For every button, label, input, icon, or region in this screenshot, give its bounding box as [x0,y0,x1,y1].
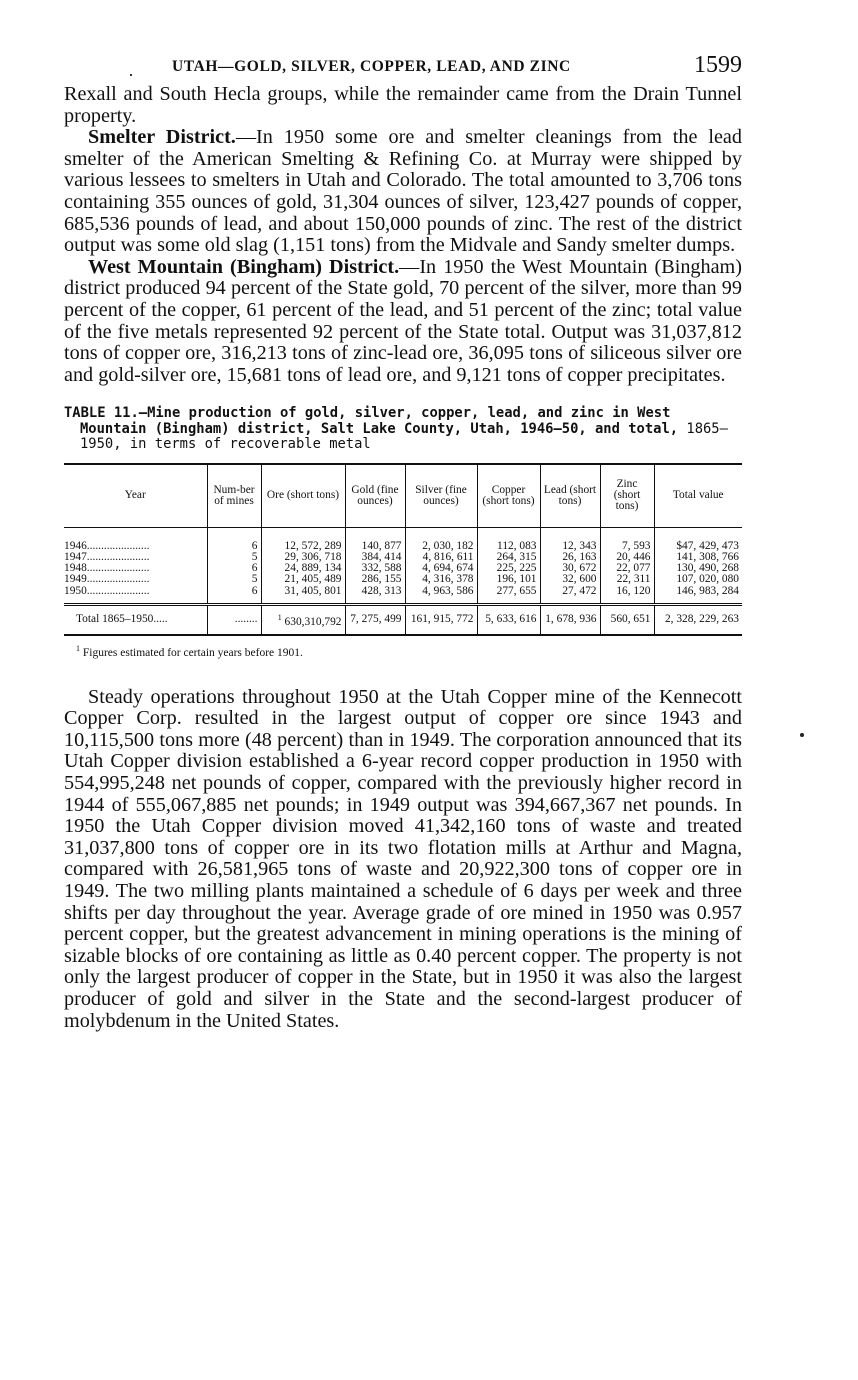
cell-silver: 2, 030, 182 [405,527,477,552]
cell-total-silver: 161, 915, 772 [405,604,477,635]
total-ore-value: 630,310,792 [284,615,342,628]
total-label: Total 1865–1950 [76,613,154,626]
cell-zinc: 20, 446 [600,552,654,563]
cell-copper: 277, 655 [477,586,540,605]
cell-value: 130, 490, 268 [654,563,742,574]
cell-value: 141, 308, 766 [654,552,742,563]
cell-ore: 29, 306, 718 [261,552,345,563]
cell-total-mines: ........ [207,604,261,635]
paragraph-continuation: Rexall and South Hecla groups, while the remainder came from the Drain Tunnel property. [64,83,742,127]
year-label: 1948 [64,562,87,575]
production-table [64,463,742,636]
footnote-marker: 1 [76,643,80,653]
cell-mines: 5 [207,574,261,585]
table-row [64,574,742,585]
cell-year: 1946...................... [64,539,150,552]
table-header-row [64,464,742,528]
cell-total-lead: 1, 678, 936 [540,604,600,635]
table-footnote [64,644,742,659]
cell-silver: 4, 816, 611 [405,552,477,563]
paragraph-smelter-district [64,127,742,257]
header-zinc: Zinc (short tons) [600,464,654,528]
cell-copper: 264, 315 [477,552,540,563]
cell-gold: 384, 414 [345,552,405,563]
cell-lead: 26, 163 [540,552,600,563]
cell-ore: 24, 889, 134 [261,563,345,574]
header-silver: Silver (fine ounces) [405,464,477,528]
paragraph-west-mountain [64,257,742,387]
smelter-district-heading: Smelter District. [88,126,236,149]
cell-lead: 12, 343 [540,527,600,552]
cell-total-value: 2, 328, 229, 263 [654,604,742,635]
cell-copper: 196, 101 [477,574,540,585]
header-lead: Lead (short tons) [540,464,600,528]
document-page [64,52,742,1032]
cell-mines: 6 [207,586,261,605]
cell-value: $47, 429, 473 [654,527,742,552]
cell-mines: 6 [207,563,261,574]
running-title: UTAH—GOLD, SILVER, COPPER, LEAD, AND ZINC [172,58,571,75]
cell-copper: 225, 225 [477,563,540,574]
cell-total-copper: 5, 633, 616 [477,604,540,635]
running-head [64,52,742,84]
cell-total-ore [261,604,345,635]
cell-gold: 332, 588 [345,563,405,574]
header-year: Year [64,464,207,528]
margin-mark [800,733,804,737]
cell-zinc: 7, 593 [600,527,654,552]
cell-zinc: 16, 120 [600,586,654,605]
table-caption-title: TABLE 11.—Mine production of gold, silver, copper, lead, and zinc in West Mountain (Bingham) district, Salt Lake County, Utah, 1946–50, and total, [64,405,679,437]
header-ore: Ore (short tons) [261,464,345,528]
cell-year: 1948...................... [64,562,150,575]
header-mines: Num-ber of mines [207,464,261,528]
cell-ore: 12, 572, 289 [261,527,345,552]
cell-ore: 31, 405, 801 [261,586,345,605]
header-copper: Copper (short tons) [477,464,540,528]
footnote-text: Figures estimated for certain years before 1901. [82,646,303,659]
cell-silver: 4, 694, 674 [405,563,477,574]
cell-total-gold: 7, 275, 499 [345,604,405,635]
cell-zinc: 22, 077 [600,563,654,574]
cell-ore: 21, 405, 489 [261,574,345,585]
smelter-district-text: —In 1950 some ore and smelter cleanings from the lead smelter of the American Smelting & Refining Co. at Murray were shipped by various lessees to smelters in Utah and Colorado. The total amounted to 3,706 tons containing 355 ounces of gold, 31,304 ounces of silver, 123,427 pounds of copper, 685,536 pounds of lead, and about 150,000 pounds of zinc. The rest of the district output was some old slag (1,151 tons) from the Midvale and Sandy smelter dumps. [64,126,742,257]
year-label: 1947 [64,551,87,564]
cell-copper: 112, 083 [477,527,540,552]
year-label: 1946 [64,539,87,552]
cell-total-zinc: 560, 651 [600,604,654,635]
table-row [64,586,742,605]
cell-zinc: 22, 311 [600,574,654,585]
header-total-value: Total value [654,464,742,528]
year-label: 1950 [64,584,87,597]
cell-gold: 428, 313 [345,586,405,605]
west-mountain-text: —In 1950 the West Mountain (Bingham) district produced 94 percent of the State gold, 70 percent of the silver, more than 99 percent of the copper, 61 percent of the lead, and 51 percent of the zinc; total value of the five metals represented 92 percent of the State total. Output was 31,037,812 tons of copper ore, 316,213 tons of zinc-lead ore, 36,095 tons of siliceous silver ore and gold-silver ore, 15,681 tons of lead ore, and 9,121 tons of copper precipitates. [64,255,742,386]
cell-lead: 30, 672 [540,563,600,574]
west-mountain-heading: West Mountain (Bingham) District. [88,255,400,278]
year-label: 1949 [64,573,87,586]
cell-lead: 32, 600 [540,574,600,585]
page-number: 1599 [694,52,742,78]
cell-silver: 4, 963, 586 [405,586,477,605]
cell-total-label: Total 1865–1950..... [64,604,207,635]
footnote-ref: 1 [277,612,282,622]
cell-mines: 6 [207,527,261,552]
table-row [64,527,742,552]
cell-mines: 5 [207,552,261,563]
cell-value: 107, 020, 080 [654,574,742,585]
cell-gold: 140, 877 [345,527,405,552]
header-gold: Gold (fine ounces) [345,464,405,528]
table-total-row [64,604,742,635]
cell-gold: 286, 155 [345,574,405,585]
cell-silver: 4, 316, 378 [405,574,477,585]
cell-year: 1949...................... [64,573,150,586]
table-caption-rest: 1865–1950, in terms of recoverable metal [80,420,728,453]
cell-value: 146, 983, 284 [654,586,742,605]
cell-year: 1950...................... [64,584,150,597]
cell-year: 1947...................... [64,551,150,564]
cell-lead: 27, 472 [540,586,600,605]
table-caption [64,406,742,453]
paragraph-utah-copper: Steady operations throughout 1950 at the Utah Copper mine of the Kennecott Copper Corp. resulted in the largest output of copper ore since 1943 and 10,115,500 tons more (48 percent) than in 1949. The corporation announced that its Utah Copper division established a 6-year record copper production in 1950 with 554,995,248 net pounds of copper, compared with the previously higher record in 1944 of 555,067,885 net pounds; in 1949 output was 394,667,367 net pounds. In 1950 the Utah Copper division moved 41,342,160 tons of waste and treated 31,037,800 tons of copper ore in its two flotation mills at Arthur and Magna, compared with 26,581,965 tons of waste and 20,922,300 tons of copper ore in 1949. The two milling plants maintained a schedule of 6 days per week and three shifts per day throughout the year. Average grade of ore mined in 1950 was 0.957 percent copper, but the greatest advancement in mining operations is the mining of sizable blocks of ore containing as little as 0.40 percent copper. The property is not only the largest producer of copper in the State, but in 1950 it was also the largest producer of gold and silver in the State and the second-largest producer of molybdenum in the United States. [64,685,742,1032]
